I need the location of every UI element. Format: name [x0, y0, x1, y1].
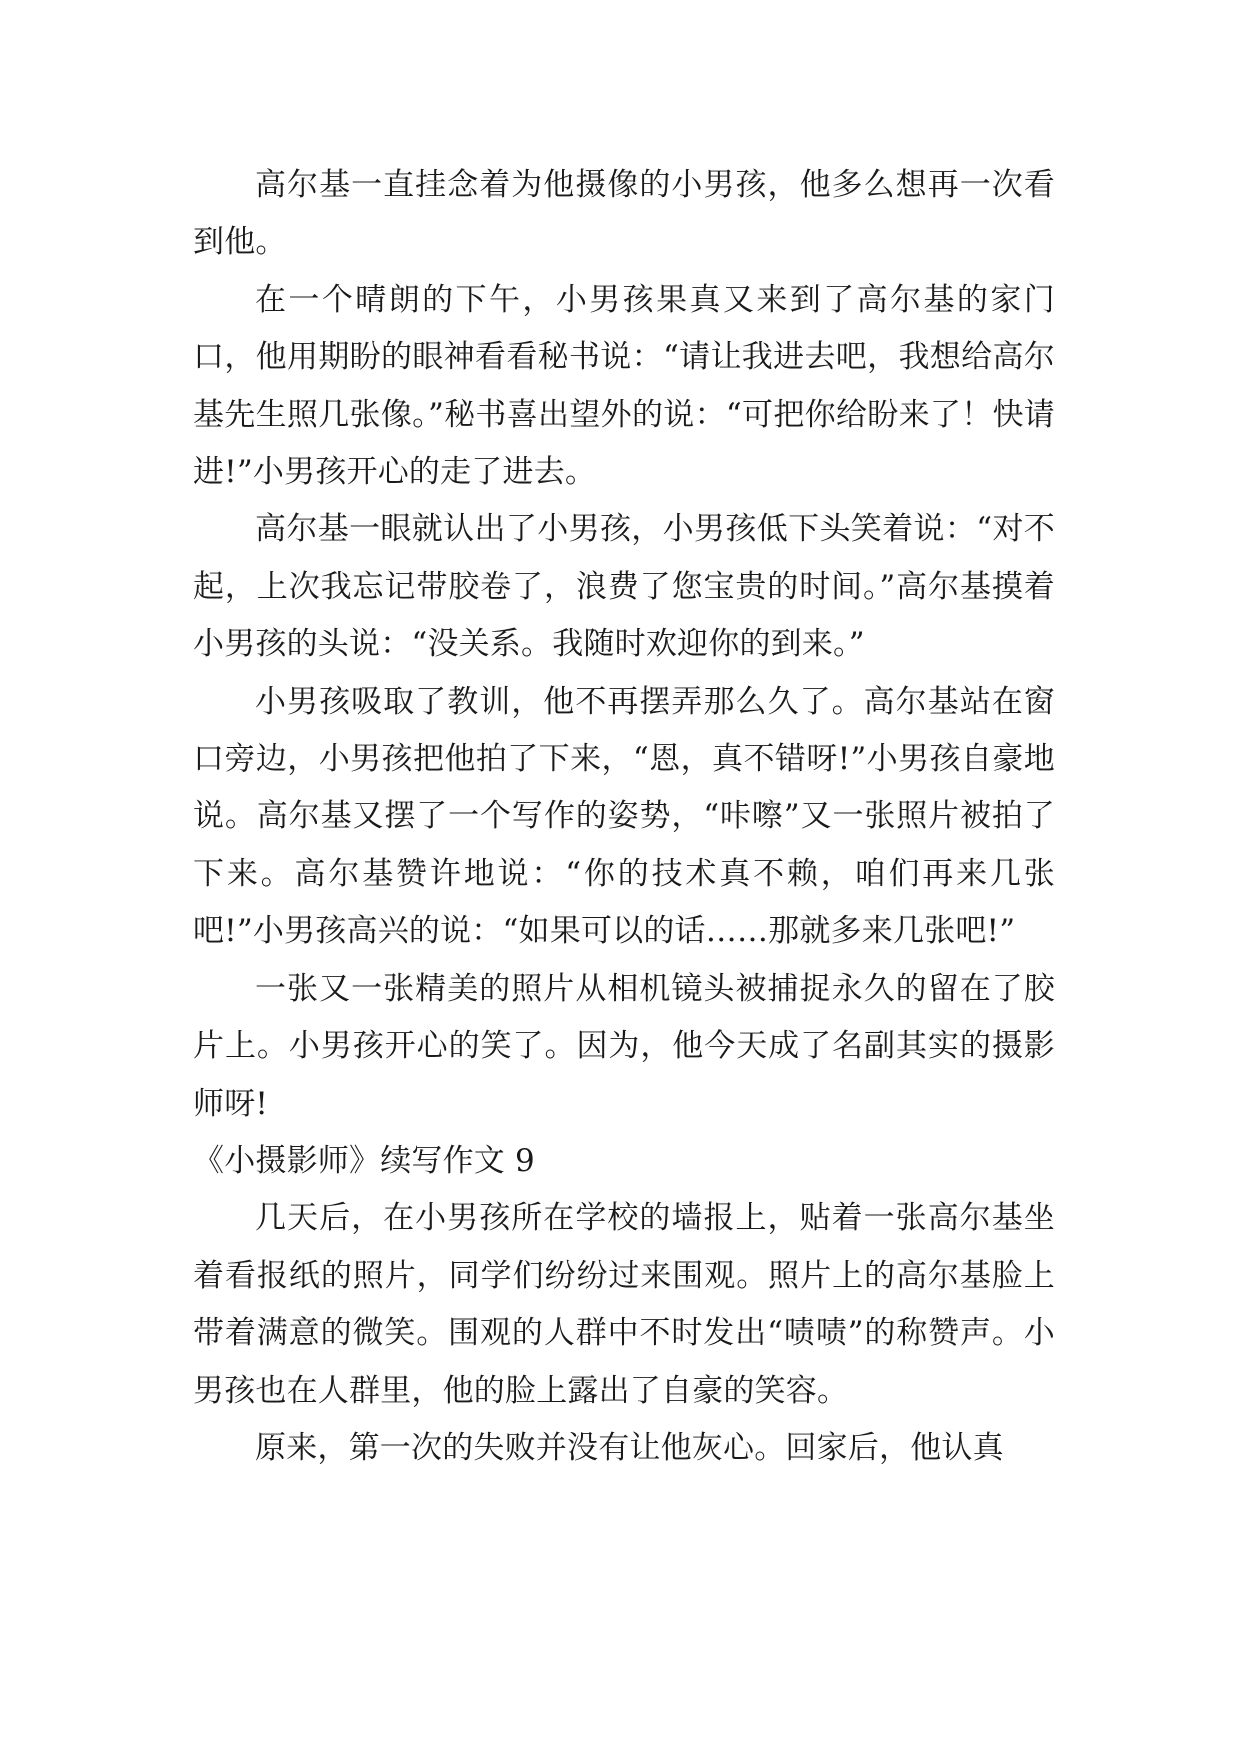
section-title: 《小摄影师》续写作文 9	[193, 1142, 535, 1179]
paragraph: 小男孩吸取了教训，他不再摆弄那么久了。高尔基站在窗口旁边，小男孩把他拍了下来，“恩，真不错呀!”小男孩自豪地说。高尔基又摆了一个写作的姿势，“咔嚓”又一张照片被拍了下来。高尔基赞许地说：“你的技术真不赖，咱们再来几张吧!”小男孩高兴的说：“如果可以的话……那就多来几张吧!”	[193, 683, 1055, 950]
paragraph: 高尔基一直挂念着为他摄像的小男孩，他多么想再一次看到他。	[193, 167, 1055, 261]
paragraph: 一张又一张精美的照片从相机镜头被捕捉永久的留在了胶片上。小男孩开心的笑了。因为，他今天成了名副其实的摄影师呀!	[193, 970, 1055, 1122]
paragraph: 原来，第一次的失败并没有让他灰心。回家后，他认真	[255, 1429, 1004, 1466]
document-body	[193, 157, 1055, 1477]
paragraph: 在一个晴朗的下午，小男孩果真又来到了高尔基的家门口，他用期盼的眼神看看秘书说：“请让我进去吧，我想给高尔基先生照几张像。”秘书喜出望外的说：“可把你给盼来了！快请进!”小男孩开心的走了进去。	[193, 281, 1055, 491]
paragraph: 高尔基一眼就认出了小男孩，小男孩低下头笑着说：“对不起，上次我忘记带胶卷了，浪费了您宝贵的时间。”高尔基摸着小男孩的头说：“没关系。我随时欢迎你的到来。”	[193, 511, 1055, 663]
paragraph: 几天后，在小男孩所在学校的墙报上，贴着一张高尔基坐着看报纸的照片，同学们纷纷过来围观。照片上的高尔基脸上带着满意的微笑。围观的人群中不时发出“啧啧”的称赞声。小男孩也在人群里，他的脸上露出了自豪的笑容。	[193, 1200, 1055, 1409]
